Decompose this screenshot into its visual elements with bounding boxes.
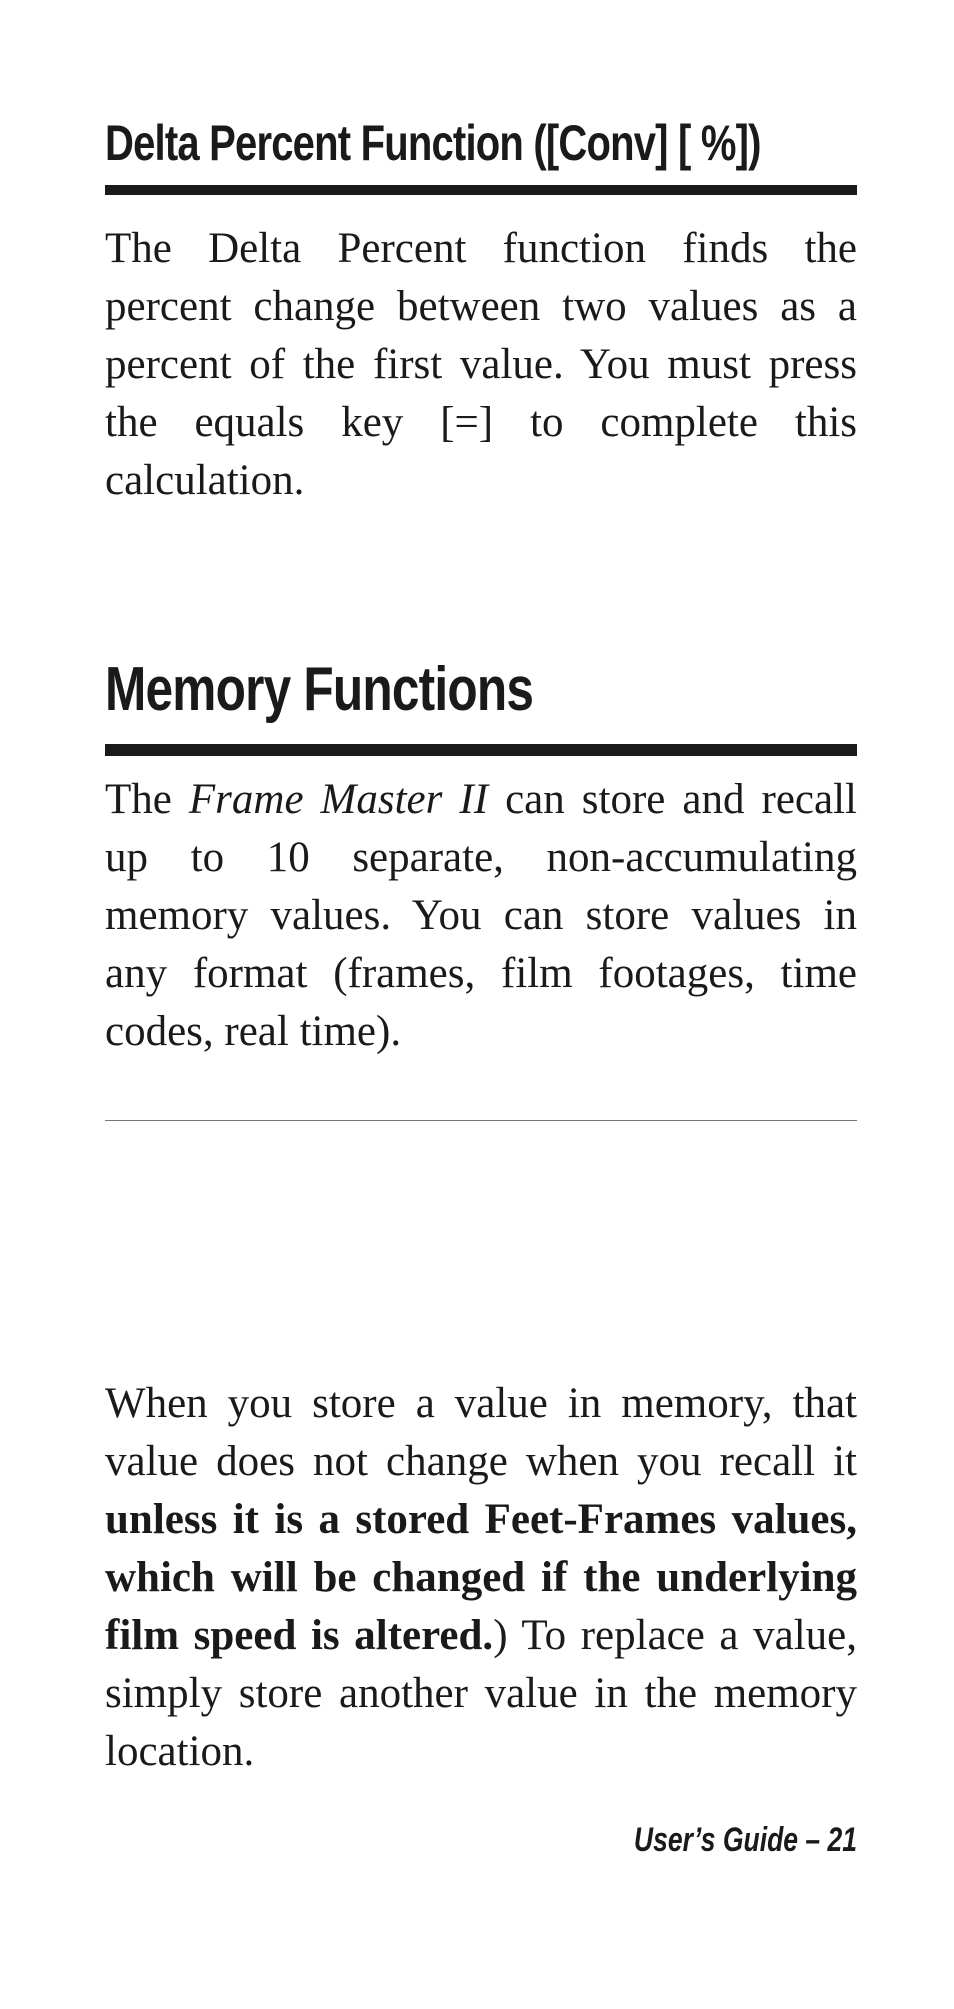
divider [105,1120,857,1121]
heading-rule [105,185,857,195]
text-segment: ) To replace a value, simply store another value in the memory location. [105,1612,857,1775]
heading-rule [105,744,857,756]
text-segment: The [105,776,189,823]
memory-paragraph-2 [105,1375,857,1781]
text-segment: can store and recall up to 10 separate, non-accumulating memory values. You can store values in any format (frames, film footages, time codes, real time). [105,776,857,1055]
bold-note: unless it is a stored Feet-Frames values, which will be changed if the underlying film speed is altered. [105,1496,857,1659]
delta-percent-heading: Delta Percent Function ([Conv] [ %]) [105,115,761,171]
page-footer: User’s Guide – 21 [633,1821,857,1859]
memory-paragraph-1 [105,771,857,1061]
delta-percent-paragraph: The Delta Percent function finds the percent change between two values as a percent of the first value. You must press the equals key [=] to complete this calculation. [105,225,857,504]
product-name: Frame Master II [188,776,489,823]
text-segment: When you store a value in memory, that value does not change when you recall it [105,1380,857,1485]
memory-functions-heading: Memory Functions [105,655,534,724]
